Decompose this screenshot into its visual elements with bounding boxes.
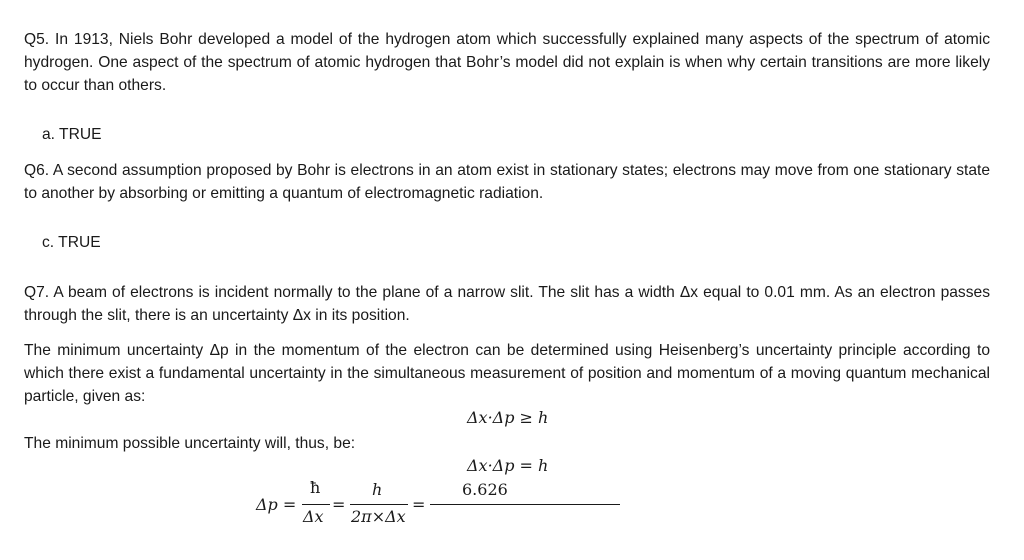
q6-question: Q6. A second assumption proposed by Bohr is electrons in an atom exist in stationary states; electrons may move from one stationary state to another by absorbing or emitting a quantum of electromagnetic radiation. [24, 162, 990, 202]
q7-question: Q7. A beam of electrons is incident normally to the plane of a narrow slit. The slit has a width Δx equal to 0.01 mm. As an electron passes through the slit, there is an uncertainty Δx in its position. [24, 284, 990, 324]
two-pi-delta-x-denominator: 2π×Δx [351, 507, 406, 526]
q6-answer: c. TRUE [42, 234, 101, 251]
uncertainty-principle: Δx·Δp ≥ h [467, 408, 549, 427]
minimum-uncertainty-text: The minimum possible uncertainty will, thus, be: [24, 435, 356, 452]
q5-answer: a. TRUE [42, 126, 102, 143]
hbar-numerator: ħ [310, 478, 321, 497]
equals-sign-1: = [332, 495, 346, 514]
q7-explanation: The minimum uncertainty Δp in the momentum of the electron can be determined using Heisenberg’s uncertainty principle according to which there exist a fundamental uncertainty in the simultaneous measurement of position and momentum of a moving quantum mechanical particle, given as: [24, 342, 990, 405]
fraction-bar-1 [302, 504, 330, 505]
fraction-bar-3 [430, 504, 620, 505]
delta-p-lhs: Δp = [256, 495, 297, 514]
delta-x-denominator: Δx [303, 507, 324, 526]
h-numerator: h [372, 480, 383, 499]
fraction-bar-2 [350, 504, 408, 505]
result-numerator: 6.626 [462, 480, 508, 499]
uncertainty-equality: Δx·Δp = h [467, 456, 549, 475]
q5-question: Q5. In 1913, Niels Bohr developed a model of the hydrogen atom which successfully explained many aspects of the spectrum of atomic hydrogen. One aspect of the spectrum of atomic hydrogen that Bohr’s model did not explain is when why certain transitions are more likely to occur than others. [24, 31, 990, 94]
equals-sign-2: = [412, 495, 426, 514]
